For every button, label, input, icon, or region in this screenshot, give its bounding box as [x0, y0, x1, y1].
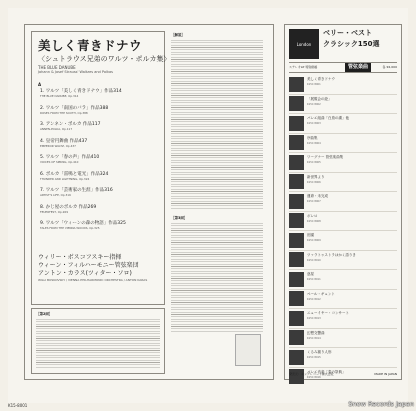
track-item	[40, 171, 162, 188]
credits-en: WILLI BOSKOVSKY / VIENNA PHILHARMONIC ORCHESTRA / ANTON KARAS	[38, 278, 148, 282]
catalog-number: K15C 8005	[307, 161, 321, 164]
album-title: 美しく青きドナウ	[38, 38, 143, 53]
catalog-number: K15C 8004	[307, 141, 321, 145]
track-title-en: FEUERFEST, Op.269	[40, 209, 68, 214]
track-title-en: THUNDER AND LIGHTNING, Op.324	[40, 176, 90, 181]
catalog-item	[289, 173, 397, 193]
catalog-item-title: 運命・未完成	[307, 194, 328, 198]
track-title: 3. アンネン・ポルカ 作品117	[40, 122, 101, 127]
catalog-item	[289, 212, 397, 232]
catalog-item-title: 惑星	[307, 272, 314, 276]
catalog-number: K15C 8014	[307, 336, 321, 340]
performer-credits	[38, 254, 162, 282]
notes-columns	[167, 31, 267, 372]
catalog-item-title: くるみ割り人形	[307, 350, 332, 354]
catalog-code: K15-8001	[8, 403, 28, 408]
catalog-item-title: ペール・ギュント	[307, 291, 335, 296]
catalog-number: K15C 8015	[307, 356, 321, 359]
catalog-panel	[284, 24, 402, 380]
section-heading: ［解説］	[171, 33, 185, 37]
cover-thumbnail	[289, 311, 304, 326]
catalog-item	[289, 231, 397, 251]
cover-thumbnail	[289, 272, 304, 287]
catalog-item	[289, 114, 397, 134]
catalog-number: K15C 8002	[307, 102, 321, 106]
notes-text	[171, 40, 263, 210]
track-item	[40, 138, 162, 155]
track-title: 5. ワルツ「春の声」作品410	[40, 155, 100, 160]
cover-thumbnail	[289, 213, 304, 228]
album-title-en: THE BLUE DANUBE	[38, 65, 76, 70]
publisher-line: 発売元：キングレコード株式会社	[289, 372, 334, 376]
track-title: 2. ワルツ「南国のバラ」作品388	[40, 105, 109, 111]
made-in-label: MADE IN JAPAN	[374, 372, 397, 376]
cover-thumbnail	[289, 330, 304, 345]
section-heading: ［第3面］	[171, 216, 188, 220]
track-title-en: THE BLUE DANUBE, Op.314	[40, 94, 79, 98]
catalog-number: K15C 8006	[307, 180, 321, 184]
track-title-en: TALES FROM THE VIENNA WOODS, Op.325	[40, 226, 100, 230]
cover-thumbnail	[289, 233, 304, 248]
liner-notes-panel	[24, 24, 274, 380]
notes-text	[171, 223, 263, 332]
catalog-item-title: 田園	[307, 233, 314, 237]
orchestra-credit: ウィーン・フィルハーモニー管弦楽団	[38, 262, 139, 269]
catalog-number: K15C 8013	[307, 317, 321, 320]
catalog-item	[289, 192, 397, 212]
catalog-list	[289, 75, 397, 386]
track-item	[40, 154, 162, 171]
track-title: 6. ポルカ「雷鳴と電光」作品324	[40, 171, 109, 177]
conductor-credit: ウィリー・ボスコフスキー指揮	[38, 254, 122, 261]
title-block	[31, 31, 171, 305]
track-title: 8. かじ屋のポルカ 作品269	[40, 204, 97, 210]
track-item	[40, 88, 162, 105]
catalog-item	[289, 251, 397, 271]
catalog-number: K15C 8008	[307, 219, 321, 223]
soloist-credit: アントン・カラス(ツィター・ソロ)	[38, 270, 132, 277]
track-item	[40, 187, 162, 204]
cover-thumbnail	[289, 350, 304, 365]
track-title-en: EMPEROR WALTZ, Op.437	[40, 143, 76, 148]
track-title-en: ANNEN-POLKA, Op.117	[40, 127, 73, 131]
catalog-item-title: 序曲集	[307, 135, 318, 140]
catalog-number: K15C 8001	[307, 83, 321, 86]
cover-thumbnail	[289, 77, 304, 92]
cover-thumbnail	[289, 155, 304, 170]
catalog-item-title: 美しく青きドナウ	[307, 77, 335, 81]
track-title: 9. ワルツ「ウィーンの森の物語」作品325	[40, 221, 126, 226]
catalog-item-title: ツァラトゥストラはかく語りき	[307, 252, 356, 257]
track-item	[40, 105, 162, 122]
cover-thumbnail	[289, 252, 304, 267]
catalog-number: K15C 8009	[307, 239, 321, 242]
album-subtitle-en: Johann & Josef Strauss' Waltzes and Polkas	[38, 70, 113, 74]
catalog-item	[289, 348, 397, 368]
side-label: A	[38, 82, 42, 87]
catalog-number: K15C 8003	[307, 122, 321, 125]
catalog-item-title: ワーグナー 管弦楽曲集	[307, 155, 344, 159]
catalog-item-title: バレエ組曲「白鳥の湖」他	[307, 116, 349, 120]
notes-lower-box	[31, 308, 165, 374]
cover-thumbnail	[289, 291, 304, 306]
catalog-item-title: バレエ音楽「春の祭典」	[307, 369, 346, 374]
track-title: 7. ワルツ「芸術家の生涯」作品316	[40, 188, 113, 193]
track-title: 1. ワルツ「美しく青きドナウ」作品314	[40, 89, 122, 94]
track-item	[40, 204, 162, 221]
track-title-en: ARTIST'S LIFE, Op.316	[40, 193, 71, 197]
catalog-header-bar	[289, 62, 397, 73]
cover-thumbnail	[289, 96, 304, 111]
photo-thumbnail	[235, 334, 261, 366]
cover-thumbnail	[289, 174, 304, 189]
series-title: ベリー・ベスト	[323, 29, 372, 37]
series-title-2: クラシック150選	[323, 40, 380, 48]
catalog-item	[289, 153, 397, 173]
catalog-number: K15C 8012	[307, 297, 321, 301]
catalog-item-title: 幻想交響曲	[307, 330, 325, 335]
notes-text	[36, 319, 160, 369]
catalog-item	[289, 290, 397, 310]
cover-thumbnail	[289, 135, 304, 150]
track-title-en: ROSES FROM THE SOUTH, Op.388	[40, 110, 88, 115]
price-label: 各 ¥2,000	[382, 65, 397, 69]
catalog-item	[289, 270, 397, 290]
album-subtitle: 〈シュトラウス兄弟のワルツ・ポルカ集〉	[38, 55, 171, 63]
cover-thumbnail	[289, 194, 304, 209]
track-item	[40, 220, 162, 237]
catalog-item-title: ボレロ	[307, 213, 318, 218]
section-heading: ［第2面］	[36, 312, 53, 316]
catalog-number: K15C 8007	[307, 200, 321, 203]
catalog-item	[289, 134, 397, 154]
catalog-item	[289, 95, 397, 115]
track-item	[40, 121, 162, 138]
catalog-item-title: ニューイヤー・コンサート	[307, 311, 349, 315]
label-logo: London	[289, 29, 319, 59]
catalog-item	[289, 329, 397, 349]
catalog-number: K15C 8010	[307, 258, 321, 262]
catalog-number: K15C 8016	[307, 375, 321, 379]
catalog-item-title: 「展覧会の絵」	[307, 96, 332, 101]
catalog-item-title: 新世界より	[307, 174, 325, 179]
watermark: Snow Records Japan	[348, 400, 414, 408]
category-label: 管弦楽曲	[345, 63, 371, 72]
cover-thumbnail	[289, 116, 304, 131]
catalog-item	[289, 309, 397, 329]
catalog-item	[289, 368, 397, 387]
catalog-number: K15C 8011	[307, 278, 321, 281]
catalog-item	[289, 75, 397, 95]
track-title: 4. 皇帝円舞曲 作品437	[40, 138, 88, 144]
spec-label: ステレオLP 特別価格	[289, 65, 318, 69]
track-list	[40, 88, 162, 237]
track-title-en: VOICES OF SPRING, Op.410	[40, 160, 79, 164]
